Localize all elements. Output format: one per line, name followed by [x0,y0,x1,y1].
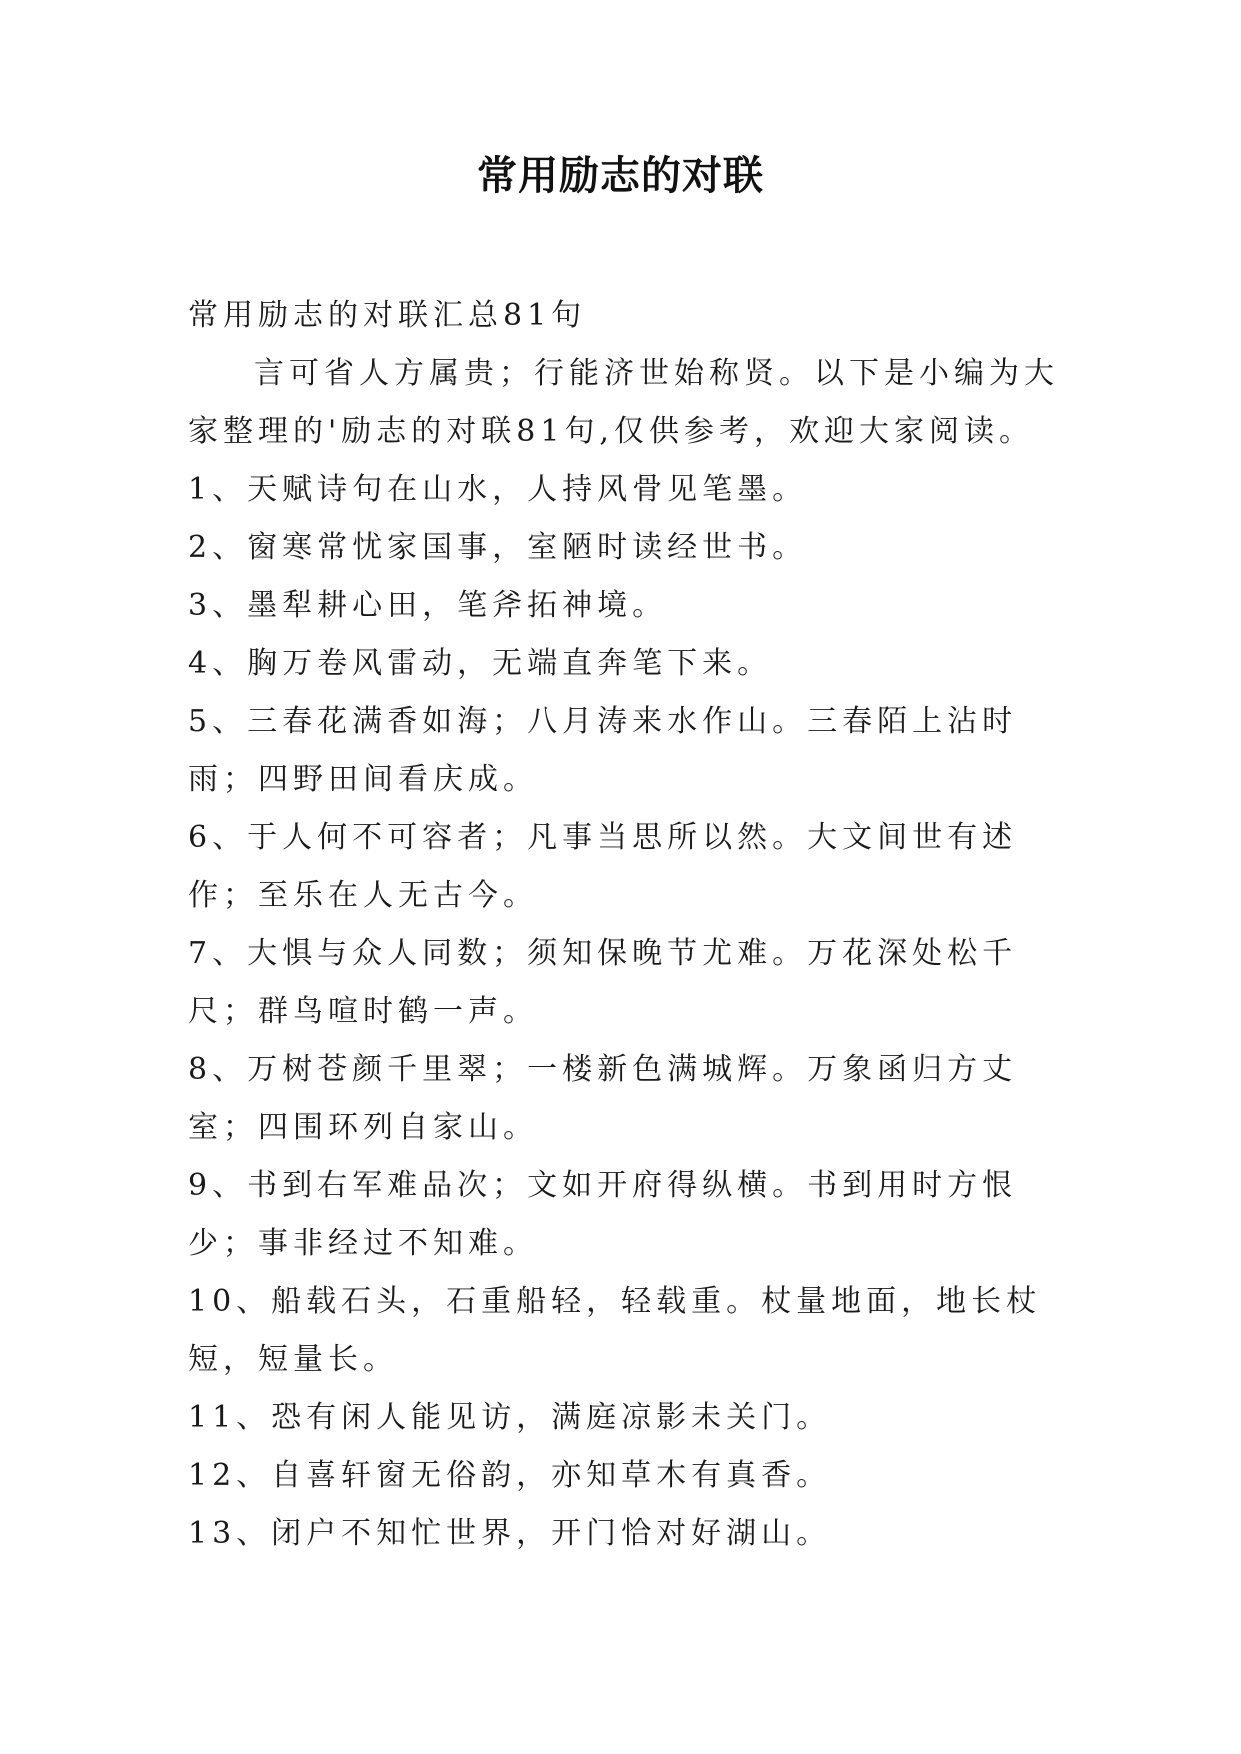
list-item: 11、恐有闲人能见访，满庭凉影未关门。 [188,1400,832,1435]
list-item: 12、自喜轩窗无俗韵，亦知草木有真香。 [188,1458,832,1493]
document-subtitle: 常用励志的对联汇总81句 [188,298,587,333]
list-item: 3、墨犁耕心田，笔斧拓神境。 [188,588,668,623]
list-item: 5、三春花满香如海；八月涛来水作山。三春陌上沾时雨；四野田间看庆成。 [188,704,1018,797]
list-item: 13、闭户不知忙世界，开门恰对好湖山。 [188,1516,832,1551]
list-item: 6、于人何不可容者；凡事当思所以然。大文间世有述作；至乐在人无古今。 [188,820,1018,913]
list-item: 7、大惧与众人同数；须知保晚节尤难。万花深处松千尺；群鸟喧时鹤一声。 [188,936,1018,1029]
list-item: 8、万树苍颜千里翠；一楼新色满城辉。万象函归方丈室；四围环列自家山。 [188,1052,1018,1145]
list-item: 9、书到右军难品次；文如开府得纵横。书到用时方恨少；事非经过不知难。 [188,1168,1018,1261]
document-title: 常用励志的对联 [477,153,764,199]
list-item: 2、窗寒常忧家国事，室陋时读经世书。 [188,530,808,565]
list-item: 10、船载石头，石重船轻，轻载重。杖量地面，地长杖短，短量长。 [188,1284,1042,1377]
list-item: 4、胸万卷风雷动，无端直奔笔下来。 [188,646,773,681]
couplet-list [188,461,1068,1563]
document-body [188,287,1068,1563]
list-item: 1、天赋诗句在山水，人持风骨见笔墨。 [188,472,808,507]
intro-paragraph: 言可省人方属贵；行能济世始称贤。以下是小编为大家整理的'励志的对联81句,仅供参考，欢迎大家阅读。 [188,356,1059,449]
